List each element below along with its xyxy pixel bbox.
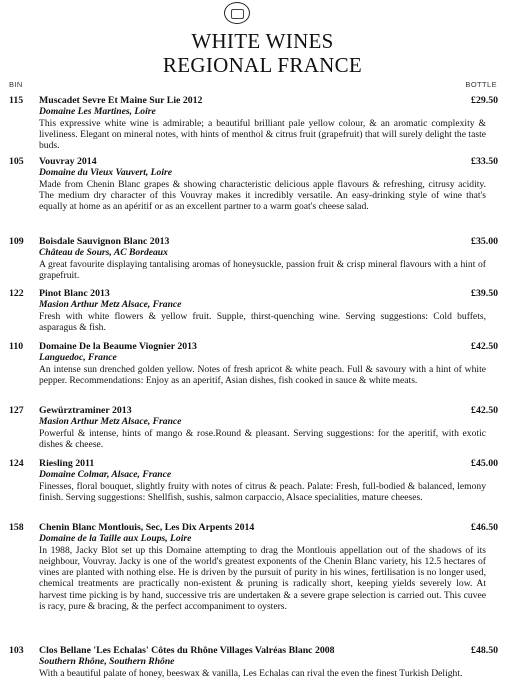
bottle-price: £29.50 [471,95,498,106]
bin-number: 122 [9,288,24,299]
bin-number: 124 [9,458,24,469]
bottle-price: £42.50 [471,341,498,352]
wine-producer: Masion Arthur Metz Alsace, France [39,299,182,311]
wine-name: Gewürztraminer 2013 [39,405,132,416]
bottle-price: £48.50 [471,645,498,656]
wine-description: With a beautiful palate of honey, beeswax & vanilla, Les Echalas can rival the even the finest Turkish Delight. [39,667,463,679]
wine-name: Muscadet Sevre Et Maine Sur Lie 2012 [39,95,203,106]
page-subtitle: REGIONAL FRANCE [162,53,363,77]
wine-description: Fresh with white flowers & yellow fruit. Supple, thirst-quenching wine. Serving suggestions: Cold buffets, asparagus & fish. [39,310,486,333]
wine-name: Clos Bellane 'Les Echalas' Côtes du Rhône Villages Valréas Blanc 2008 [39,645,335,656]
wine-name: Domaine De la Beaume Viognier 2013 [39,341,197,352]
page-title: WHITE WINES [191,29,334,53]
wine-entry [0,156,525,212]
wine-description: In 1988, Jacky Blot set up this Domaine attempting to drag the Montlouis appellation out of the shadows of its neighbour, Vouvray. Jacky is one of the world's greatest exponents of the Chenin Blanc variety, his 12.5 hectares of vines are planted with nothing else. He is driven by the pursuit of purity in his wines, fertilisation is no longer used, chemical treatments are practically non-existent & pruning is radically short, keeping yields severely low. At harvest time picking is by hand, successive tris are undertaken & a severe grape selection is carried out. This cuvee is racy, pure & bracing, & the perfect accompaniment to oysters. [39,544,486,613]
wine-name: Vouvray 2014 [39,156,97,167]
bin-number: 158 [9,522,24,533]
wine-producer: Domaine de la Taille aux Loups, Loire [39,533,192,545]
wine-description: Finesses, floral bouquet, slightly fruity with notes of citrus & peach. Palate: Fresh, full-bodied & balanced, lemony finish. Serving suggestions: Shellfish, sushis, salmon carpaccio, Alsace specialities, mature cheeses. [39,480,486,503]
wine-entry [0,95,525,151]
bottle-price: £45.00 [471,458,498,469]
wine-producer: Domaine Les Martines, Loire [39,106,156,118]
wine-producer: Château de Sours, AC Bordeaux [39,247,168,259]
wine-description: This expressive white wine is admirable; a beautiful brilliant pale yellow colour, & an aromatic complexity & liveliness. Elegant on mineral notes, with hints of menthol & citrus fruit (grapefruit) that will surely delight the taste buds. [39,117,486,152]
wine-name: Pinot Blanc 2013 [39,288,110,299]
wine-name: Boisdale Sauvignon Blanc 2013 [39,236,170,247]
wine-description: An intense sun drenched golden yellow. Notes of fresh apricot & white peach. Full & savoury with a hint of white pepper. Recommendations: Enjoy as an aperitif, Asian dishes, fish cooked in sauce & white meats. [39,363,486,386]
wine-producer: Southern Rhône, Southern Rhône [39,656,175,668]
bin-number: 105 [9,156,24,167]
wine-entry [0,341,525,386]
wine-producer: Domaine Colmar, Alsace, France [39,469,172,481]
wine-name: Chenin Blanc Montlouis, Sec, Les Dix Arpents 2014 [39,522,255,533]
bottle-column-header: BOTTLE [465,80,497,89]
bin-column-header: BIN [9,80,23,89]
bin-number: 103 [9,645,24,656]
wine-producer: Domaine du Vieux Vauvert, Loire [39,167,172,179]
wine-entry [0,288,525,333]
bottle-price: £39.50 [471,288,498,299]
bottle-price: £33.50 [471,156,498,167]
wine-description: Made from Chenin Blanc grapes & showing characteristic delicious apple flavours & refreshing, citrusy acidity. The medium dry character of this Vouvray makes it incredibly versatile. An easy-drinking style of wine that's equally at home as an apéritif or as an excellent partner to a warm goat's cheese salad. [39,178,486,213]
wine-entry [0,236,525,281]
wine-description: A great favourite displaying tantalising aromas of honeysuckle, passion fruit & crisp mineral flavours with a hint of grapefruit. [39,258,486,281]
wine-name: Riesling 2011 [39,458,95,469]
bottle-price: £46.50 [471,522,498,533]
wine-entry [0,522,525,612]
wine-producer: Languedoc, France [39,352,117,364]
wine-entry [0,458,525,503]
bin-number: 110 [9,341,24,352]
crest-logo [224,2,250,24]
bin-number: 109 [9,236,24,247]
bin-number: 127 [9,405,24,416]
wine-entry [0,645,525,679]
bottle-price: £42.50 [471,405,498,416]
wine-description: Powerful & intense, hints of mango & rose.Round & pleasant. Serving suggestions: for the aperitif, with exotic dishes & cheese. [39,427,486,450]
bin-number: 115 [9,95,24,106]
bottle-price: £35.00 [471,236,498,247]
wine-entry [0,405,525,450]
wine-producer: Masion Arthur Metz Alsace, France [39,416,182,428]
